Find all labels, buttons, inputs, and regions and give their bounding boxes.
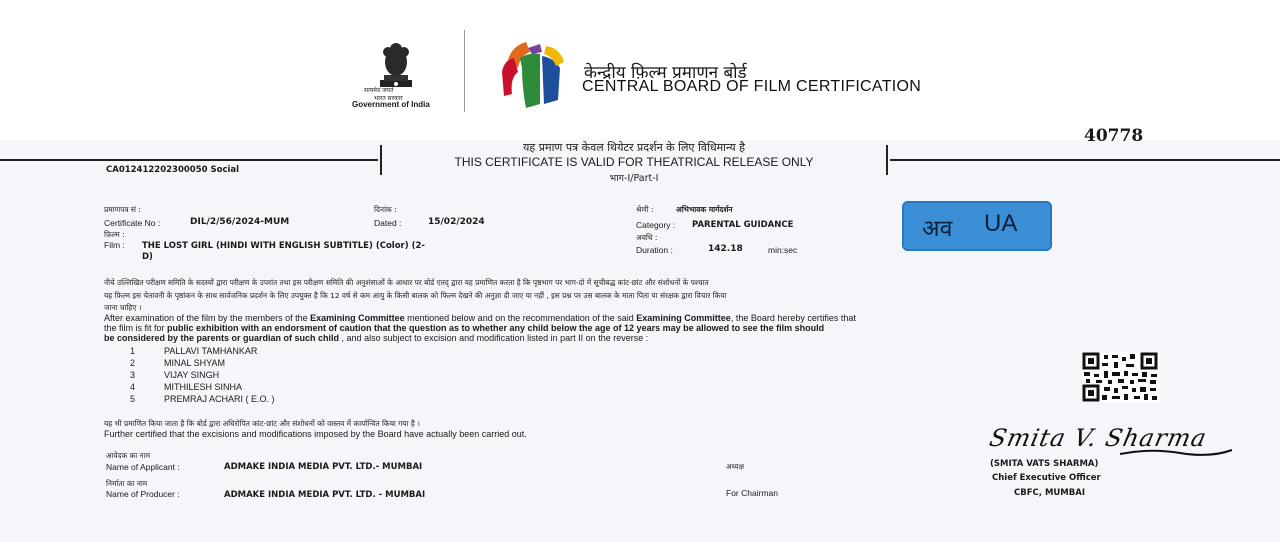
rating-badge-english: UA [984,210,1018,237]
reference-code: CA012412202300050 Social [106,165,240,175]
qr-code-icon [1082,352,1160,402]
banner-bracket-left [380,145,382,175]
govt-motto: सत्यमेव जयते [364,87,394,94]
english-paragraph-line1: After examination of the film by the members of the Examining Committee mentioned below and on the recommendation of the said Examining Committee, the Board hereby certifies that [104,313,856,323]
certificate-no-label: Certificate No : [104,218,161,228]
certificate-no-value: DIL/2/56/2024-MUM [190,217,290,227]
rating-badge [902,201,1052,251]
signature: Smita V. Sharma [987,424,1210,452]
film-title-line1: THE LOST GIRL (HINDI WITH ENGLISH SUBTITLE) (Color) (2- [142,241,425,251]
film-hindi: फ़िल्म : [104,230,125,239]
part-label: भाग-I/Part-I [609,173,659,184]
producer-hindi: निर्माता का नाम [106,479,148,488]
committee-member: 4 MITHILESH SINHA [130,382,243,392]
rating-badge-hindi: अव [922,216,953,242]
chairman-label: For Chairman [726,488,778,498]
dated-hindi: दिनांक : [374,205,397,214]
board-name-hindi: केन्द्रीय फ़िल्म प्रमाणन बोर्ड [584,63,747,83]
hindi-paragraph-line2: यह फ़िल्म इस चेतावनी के पृष्ठांकन के साथ सार्वजनिक प्रदर्शन के लिए उपयुक्त है कि 12 वर्ष से कम आयु के किसी बालक को फिल्म देखने की अनुज्ञा दी जाए या नहीं , इस प्रश्न पर उस बालक के माता पिता या संरक्षक द्वारा विचार किया [104,291,727,300]
dated-value: 15/02/2024 [428,217,485,227]
header-divider [464,30,465,112]
committee-member: 2 MINAL SHYAM [130,358,226,368]
state-emblem-icon [370,38,422,90]
applicant-label: Name of Applicant : [106,462,180,472]
category-value: PARENTAL GUIDANCE [692,220,794,230]
category-hindi: श्रेणी : [636,205,654,214]
certificate-serial-number: 40778 [1084,126,1144,146]
signatory-title: Chief Executive Officer [992,473,1101,483]
dated-label: Dated : [374,218,402,228]
committee-member: 3 VIJAY SINGH [130,370,220,380]
govt-hindi: भारत सरकार [374,95,403,102]
category-hindi-value: अभिभावक मार्गदर्शन [676,205,733,214]
certificate-no-hindi: प्रमाणपत्र सं : [104,205,141,214]
duration-unit: min:sec [768,245,798,255]
signatory-office: CBFC, MUMBAI [1014,488,1085,498]
banner-rule-right [890,159,1280,161]
banner-rule-left [0,159,378,161]
govt-label: Government of India [352,100,430,109]
further-certified-hindi: यह भी प्रमाणित किया जाता है कि बोर्ड द्वारा अधिरोपित कांट-छांट और संशोधनों को वास्तव में कार्यान्वित किया गया है । [104,419,420,428]
film-label: Film : [104,240,125,250]
hindi-paragraph-line1: नीचे उल्लिखित परीक्षण समिति के सदस्यों द्वारा परीक्षण के उपरांत तथा इस परीक्षण समिति की अनुशंसाओं के आधार पर बोर्ड एतद् द्वारा यह प्रमाणित करता है कि पृष्ठभाग पर भाग-दो में सूचीबद्ध कांट-छांट और संशोधनों के पश्चात [104,278,709,287]
english-paragraph-line3: be considered by the parents or guardian of such child , and also subject to excision and modification listed in part II on the reverse : [104,333,649,343]
chairman-hindi: अध्यक्ष [726,462,745,471]
board-name-english: CENTRAL BOARD OF FILM CERTIFICATION [582,78,922,95]
applicant-hindi: आवेदक का नाम [106,451,150,460]
applicant-value: ADMAKE INDIA MEDIA PVT. LTD.- MUMBAI [224,462,423,472]
duration-value: 142.18 [708,244,743,254]
cbfc-logo-icon [500,38,566,112]
validity-english: THIS CERTIFICATE IS VALID FOR THEATRICAL RELEASE ONLY [454,155,814,169]
english-paragraph-line2: the film is fit for public exhibition with an endorsment of caution that the question as to whether any child below the age of 12 years may be allowed to see the film should [104,323,825,333]
producer-label: Name of Producer : [106,489,180,499]
validity-hindi: यह प्रमाण पत्र केवल थियेटर प्रदर्शन के लिए विधिमान्य है [523,141,745,154]
committee-member: 1 PALLAVI TAMHANKAR [130,346,258,356]
producer-value: ADMAKE INDIA MEDIA PVT. LTD. - MUMBAI [224,490,426,500]
banner-bracket-right [886,145,888,175]
duration-label: Duration : [636,245,673,255]
further-certified-english: Further certified that the excisions and modifications imposed by the Board have actually been carried out. [104,429,527,439]
hindi-paragraph-line3: जाना चाहिए । [104,303,142,312]
signature-flourish-icon [1120,446,1232,460]
committee-member: 5 PREMRAJ ACHARI ( E.O. ) [130,394,275,404]
signatory-name: (SMITA VATS SHARMA) [990,459,1099,469]
film-title-line2: D) [142,252,153,262]
category-label: Category : [636,220,676,230]
duration-hindi: अवधि : [636,233,658,242]
